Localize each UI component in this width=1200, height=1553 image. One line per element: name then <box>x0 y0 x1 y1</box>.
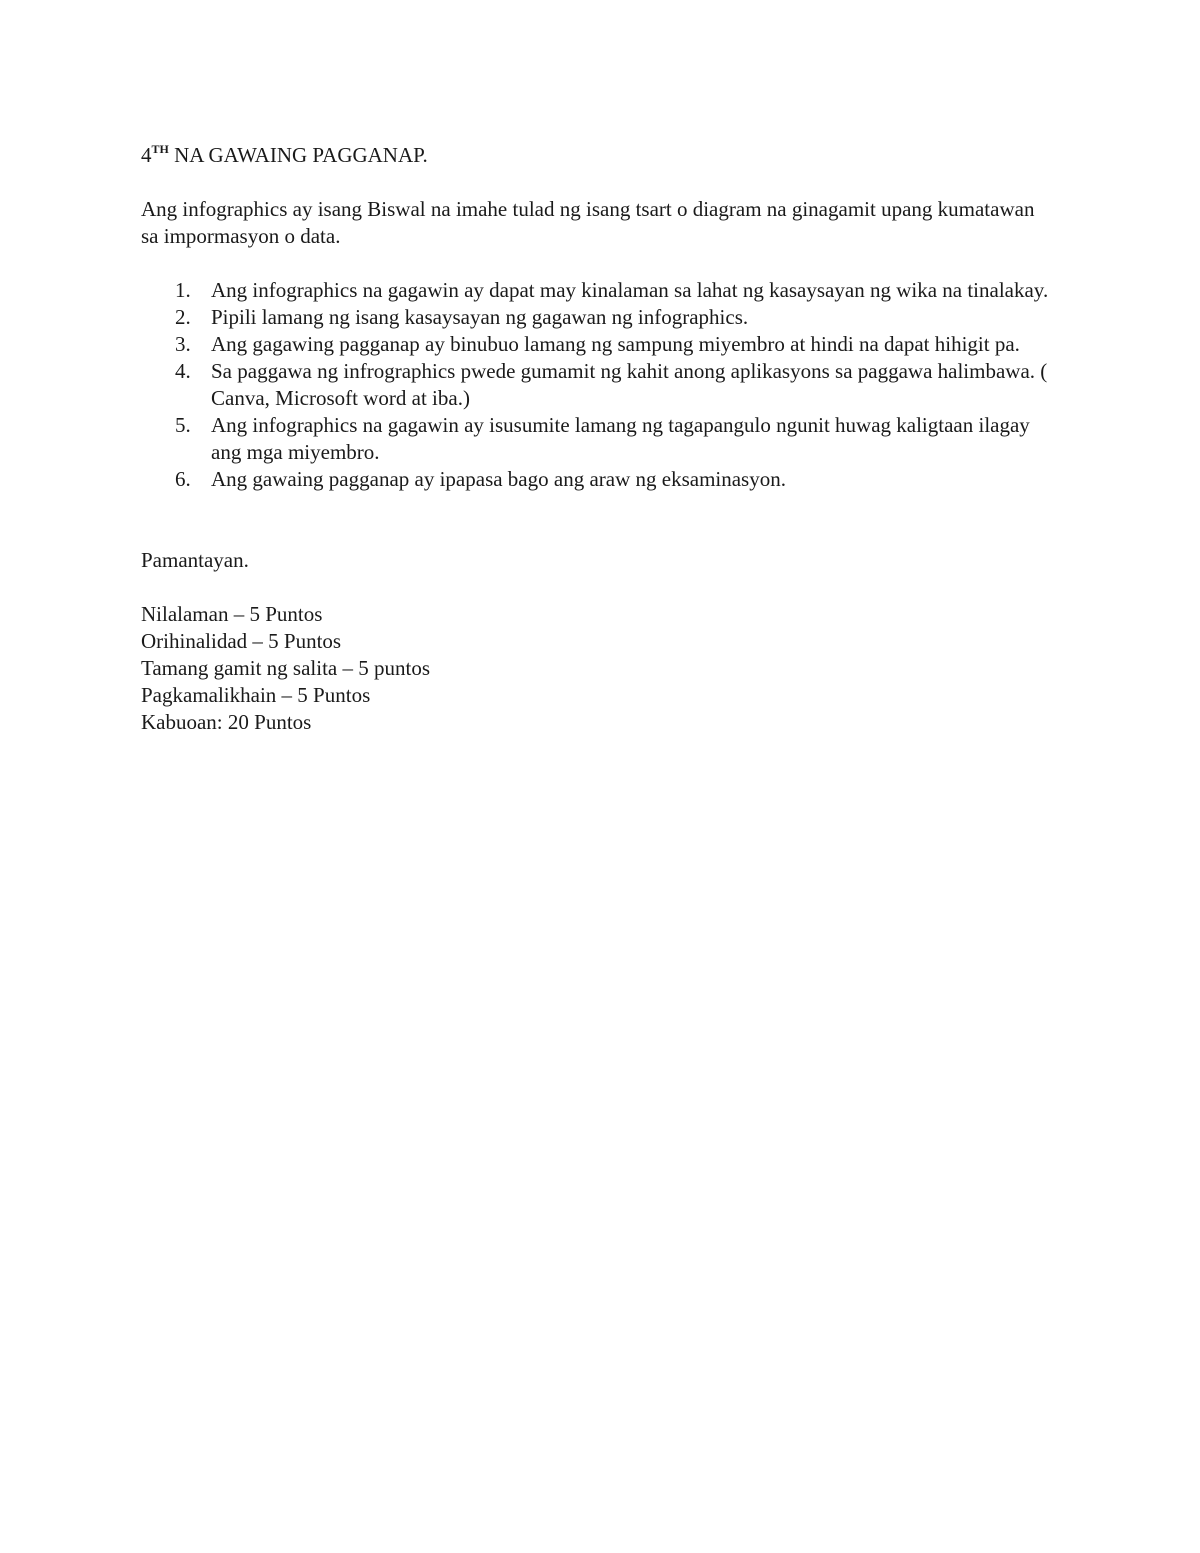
criteria-item: Tamang gamit ng salita – 5 puntos <box>141 656 430 680</box>
document-title <box>141 142 1071 169</box>
title-text: NA GAWAING PAGGANAP. <box>168 143 428 167</box>
list-item-number: 3. <box>175 332 191 356</box>
criteria-item: Orihinalidad – 5 Puntos <box>141 629 342 653</box>
title-superscript: TH <box>151 142 169 156</box>
list-item <box>141 358 1061 412</box>
list-item-text: Pipili lamang ng isang kasaysayan ng gagawan ng infographics. <box>211 305 749 329</box>
list-item-text: Ang infographics na gagawin ay dapat may kinalaman sa lahat ng kasaysayan ng wika na tinalakay. <box>211 278 1049 302</box>
criteria-total: Kabuoan: 20 Puntos <box>141 710 312 734</box>
list-item-number: 6. <box>175 467 191 491</box>
criteria-heading: Pamantayan. <box>141 548 249 572</box>
task-list <box>141 277 1071 493</box>
list-item-number: 1. <box>175 278 191 302</box>
document-page <box>141 142 1071 736</box>
criteria-item: Nilalaman – 5 Puntos <box>141 602 323 626</box>
list-item-number: 2. <box>175 305 191 329</box>
criteria-list <box>141 601 1071 736</box>
list-item <box>141 304 1061 331</box>
intro-paragraph: Ang infographics ay isang Biswal na imahe tulad ng isang tsart o diagram na ginagamit upang kumatawan sa impormasyon o data. <box>141 197 1035 248</box>
criteria-item: Pagkamalikhain – 5 Puntos <box>141 683 371 707</box>
list-item-text: Sa paggawa ng infrographics pwede gumamit ng kahit anong aplikasyons sa paggawa halimbawa. ( Canva, Microsoft word at iba.) <box>211 359 1048 410</box>
title-number: 4 <box>141 143 152 167</box>
list-item <box>141 331 1061 358</box>
list-item-text: Ang gagawing pagganap ay binubuo lamang ng sampung miyembro at hindi na dapat hihigit pa. <box>211 332 1020 356</box>
list-item <box>141 412 1061 466</box>
list-item-number: 5. <box>175 413 191 437</box>
list-item-text: Ang infographics na gagawin ay isusumite lamang ng tagapangulo ngunit huwag kaligtaan ilagay ang mga miyembro. <box>211 413 1030 464</box>
list-item-text: Ang gawaing pagganap ay ipapasa bago ang araw ng eksaminasyon. <box>211 467 786 491</box>
list-item <box>141 277 1061 304</box>
list-item-number: 4. <box>175 359 191 383</box>
list-item <box>141 466 1061 493</box>
